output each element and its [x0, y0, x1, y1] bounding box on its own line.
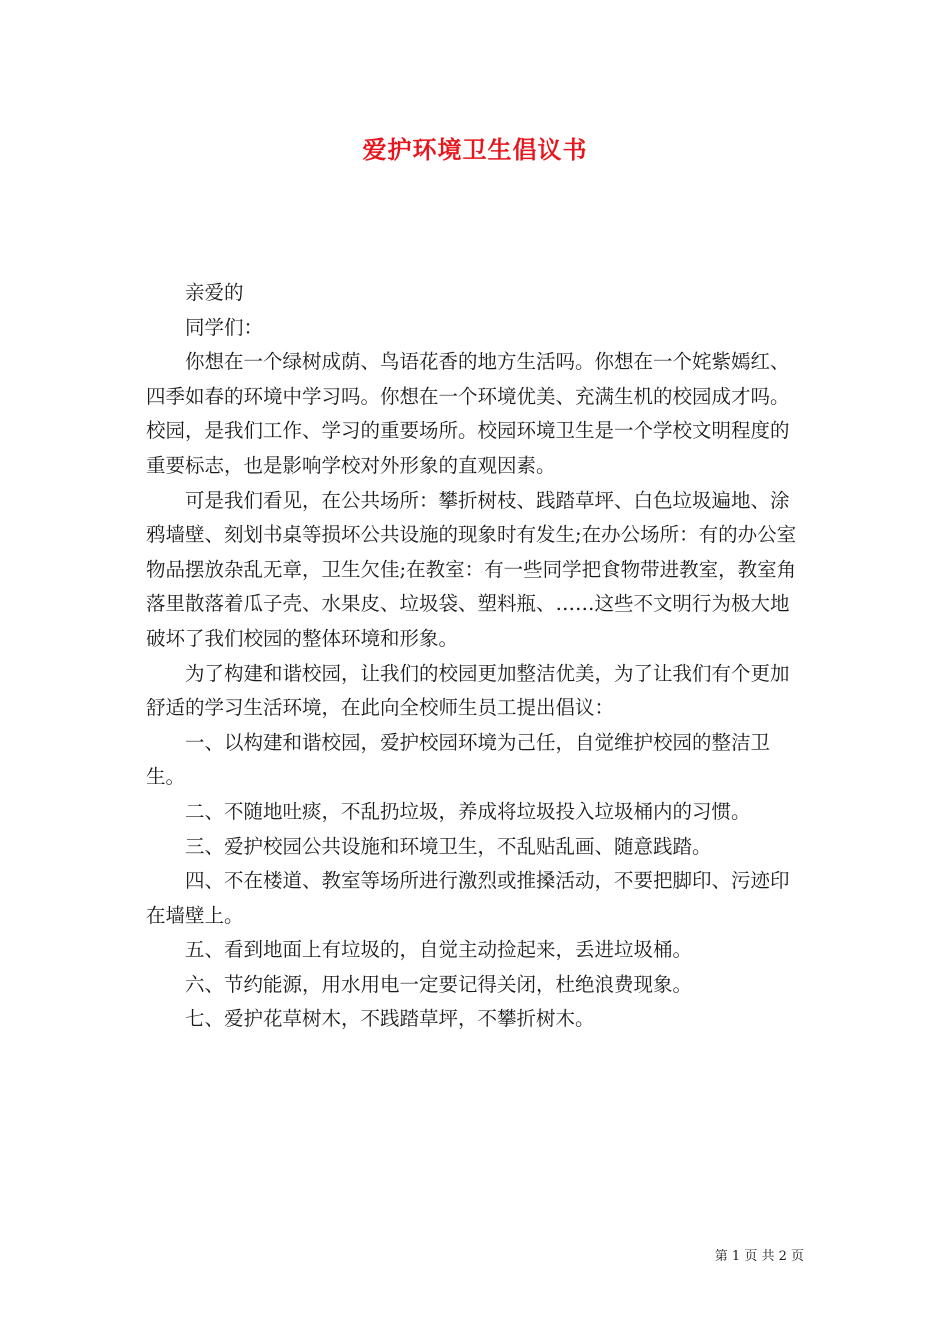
page-number: 第 1 页 共 2 页: [714, 1249, 804, 1264]
proposal-item: 二、不随地吐痰，不乱扔垃圾，养成将垃圾投入垃圾桶内的习惯。: [185, 799, 751, 823]
body-paragraph: 你想在一个绿树成荫、鸟语花香的地方生活吗。你想在一个姹紫嫣红、四季如春的环境中学习吗。你想在一个环境优美、充满生机的校园成才吗。校园，是我们工作、学习的重要场所。校园环境卫生是一个学校文明程度的重要标志，也是影响学校对外形象的直观因素。: [146, 350, 790, 477]
body-paragraph: 可是我们看见，在公共场所：攀折树枝、践踏草坪、白色垃圾遍地、涂鸦墙壁、刻划书桌等损坏公共设施的现象时有发生;在办公场所：有的办公室物品摆放杂乱无章，卫生欠佳;在教室：有一些同学把食物带进教室，教室角落里散落着瓜子壳、水果皮、垃圾袋、塑料瓶、……这些不文明行为极大地破坏了我们校园的整体环境和形象。: [146, 488, 797, 650]
document-body: [146, 276, 806, 1037]
proposal-item: 六、节约能源，用水用电一定要记得关闭，杜绝浪费现象。: [185, 972, 693, 996]
salutation-line: 亲爱的: [185, 281, 244, 304]
proposal-item: 三、爱护校园公共设施和环境卫生，不乱贴乱画、随意践踏。: [185, 834, 712, 858]
proposal-item: 四、不在楼道、教室等场所进行激烈或推搡活动，不要把脚印、污迹印在墙壁上。: [146, 869, 790, 927]
body-paragraph: 为了构建和谐校园，让我们的校园更加整洁优美，为了让我们有个更加舒适的学习生活环境，在此向全校师生员工提出倡议：: [146, 661, 790, 720]
proposal-item: 一、以构建和谐校园，爱护校园环境为己任，自觉维护校园的整洁卫生。: [146, 730, 771, 789]
document-title: 爱护环境卫生倡议书: [362, 135, 588, 164]
proposal-item: 五、看到地面上有垃圾的，自觉主动捡起来，丢进垃圾桶。: [185, 938, 693, 962]
salutation-line: 同学们：: [185, 315, 264, 339]
proposal-item: 七、爱护花草树木，不践踏草坪，不攀折树木。: [185, 1007, 595, 1031]
